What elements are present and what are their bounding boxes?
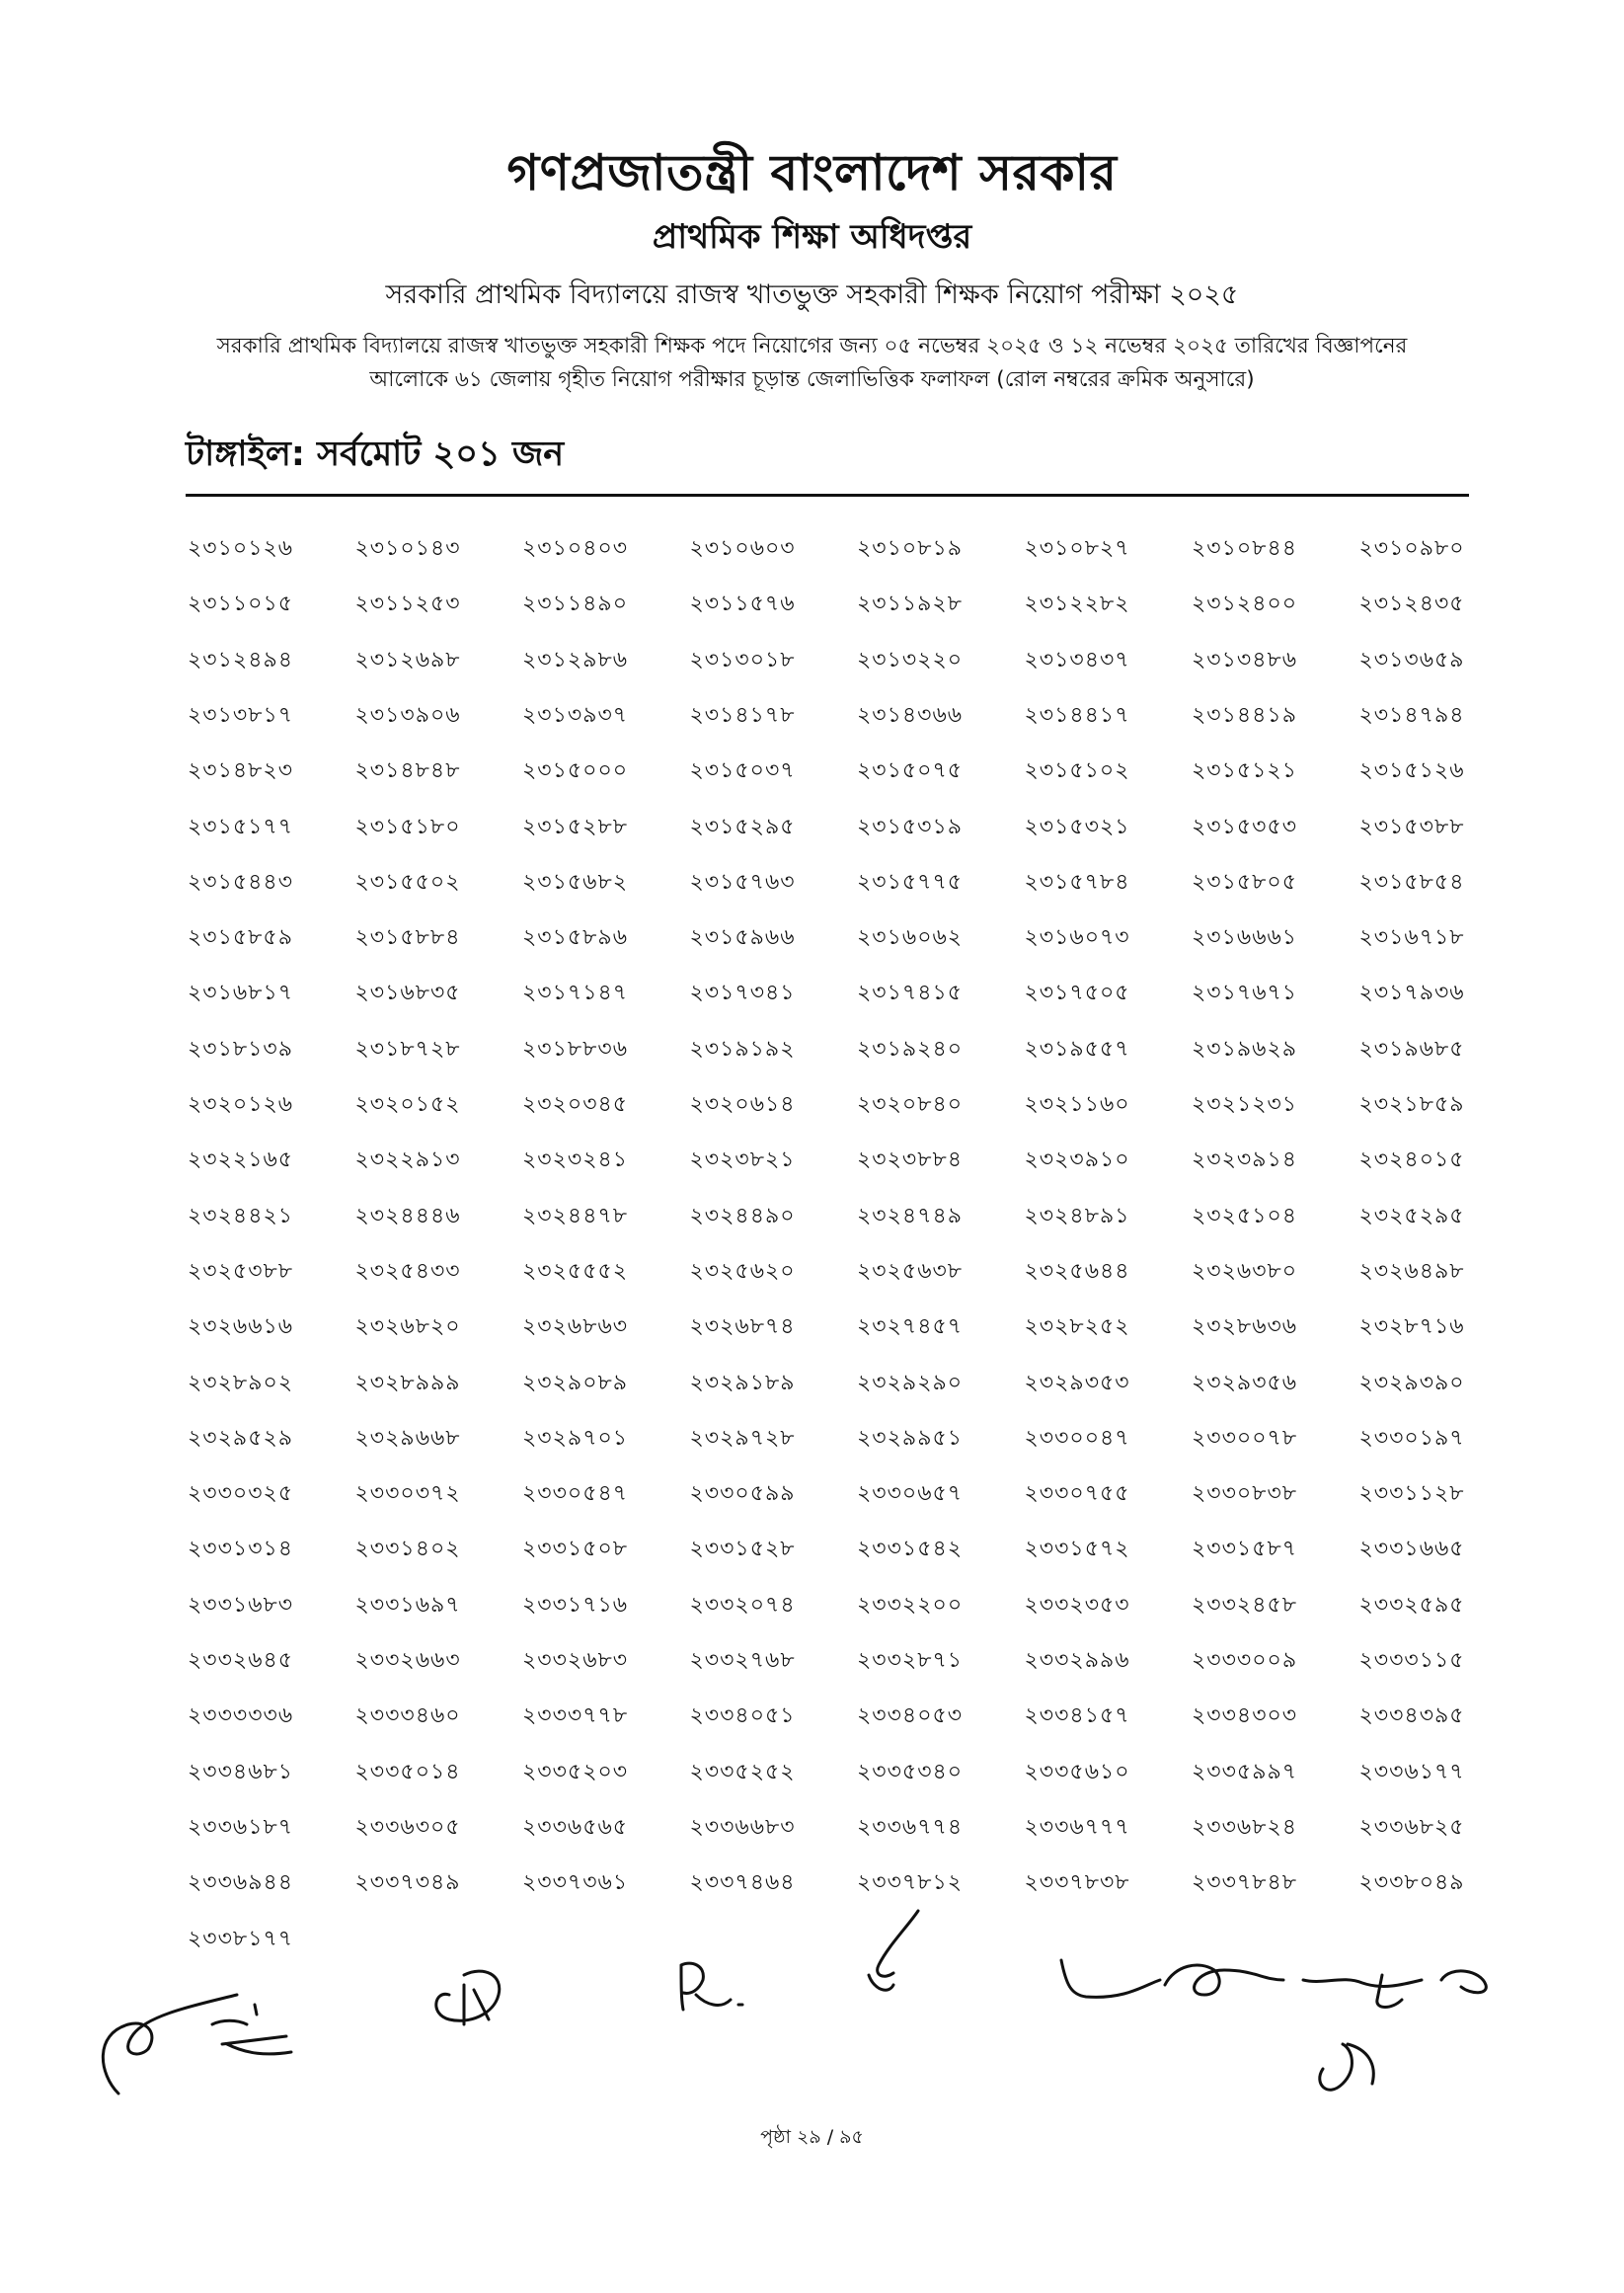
roll-number: ২৩৩১৬৮৩	[188, 1592, 294, 1618]
roll-number: ২৩১০৮১৯	[857, 536, 964, 561]
roll-number: ২৩৩১৪০২	[354, 1537, 461, 1562]
roll-number: ২৩৩২৬৮৩	[522, 1648, 629, 1673]
roll-number: ২৩১৯৫৫৭	[1024, 1036, 1130, 1062]
roll-number: ২৩২৬৪৯৮	[1358, 1258, 1465, 1284]
roll-number: ২৩২৯৯৫১	[857, 1425, 964, 1451]
roll-number: ২৩১৩৯৩৭	[522, 702, 629, 728]
roll-number: ২৩৩২০৭৪	[689, 1592, 796, 1618]
roll-number: ২৩২১২৩১	[1192, 1092, 1298, 1117]
roll-number: ২৩২৪৪২১	[188, 1203, 294, 1228]
roll-number: ২৩১৭৯৩৬	[1358, 981, 1465, 1006]
roll-number: ২৩১৪৩৬৬	[857, 702, 964, 728]
roll-number: ২৩৩৩১১৫	[1358, 1648, 1465, 1673]
roll-number: ২৩২০১৫২	[354, 1092, 461, 1117]
roll-number: ২৩১৫৮০৫	[1192, 869, 1298, 895]
roll-number: ২৩৩৫০১৪	[354, 1759, 461, 1784]
roll-number: ২৩৩৩৩৩৬	[188, 1703, 294, 1729]
signature-5b	[1303, 1971, 1486, 2008]
roll-number: ২৩৩০৭৫৫	[1024, 1481, 1130, 1507]
roll-number: ২৩১৪৪১৭	[1024, 702, 1130, 728]
roll-number: ২৩২৮২৫২	[1024, 1314, 1130, 1340]
description-line-1: সরকারি প্রাথমিক বিদ্যালয়ে রাজস্ব খাতভুক্ত সহকারী শিক্ষক পদে নিয়োগের জন্য ০৫ নভেম্বর ২০২৫ ও ১২ নভেম্বর ২০২৫ তারিখের বিজ্ঞাপনের	[216, 334, 1408, 358]
roll-number: ২৩১০৮২৭	[1024, 536, 1130, 561]
roll-number: ২৩৩৮১৭৭	[188, 1926, 294, 1951]
signature-5c	[1320, 2044, 1374, 2090]
roll-number: ২৩২৩৯১৪	[1192, 1147, 1298, 1173]
roll-number: ২৩২৯৩৯০	[1358, 1370, 1465, 1395]
signature-2	[436, 1971, 500, 2024]
roll-number: ২৩৩০৬৫৭	[857, 1481, 964, 1507]
roll-number: ২৩১৪৮৪৮	[354, 758, 461, 784]
district-heading: টাঙ্গাইল: সর্বমোট ২০১ জন	[186, 435, 565, 474]
roll-number: ২৩১১২৫৩	[354, 592, 461, 617]
roll-number: ২৩১৭৬৭১	[1192, 981, 1298, 1006]
roll-number: ২৩৩৭৮৩৮	[1024, 1870, 1130, 1896]
roll-number: ২৩১৩৯০৬	[354, 702, 461, 728]
roll-number: ২৩২৯১৮৯	[689, 1370, 796, 1395]
roll-number: ২৩২৯৭০১	[522, 1425, 629, 1451]
roll-number: ২৩৩১৫৭২	[1024, 1537, 1130, 1562]
description-line-2: আলোকে ৬১ জেলায় গৃহীত নিয়োগ পরীক্ষার চূড়ান্ত জেলাভিত্তিক ফলাফল (রোল নম্বরের ক্রমিক অনুসারে)	[369, 367, 1255, 392]
roll-number: ২৩২৮৬৩৬	[1192, 1314, 1298, 1340]
roll-number: ২৩৩৬১৮৭	[188, 1814, 294, 1840]
roll-number: ২৩৩১৫০৮	[522, 1537, 629, 1562]
roll-number: ২৩১২৪৩৫	[1358, 592, 1465, 617]
roll-number: ২৩১৯১৯২	[689, 1036, 796, 1062]
roll-number: ২৩১৫১২৬	[1358, 758, 1465, 784]
roll-number: ২৩২০৬১৪	[689, 1092, 796, 1117]
roll-number: ২৩৩২৫৯৫	[1358, 1592, 1465, 1618]
roll-number: ২৩১৫৮৯৬	[522, 925, 629, 951]
roll-number: ২৩২৬৬১৬	[188, 1314, 294, 1340]
roll-number: ২৩২৪৮৯১	[1024, 1203, 1130, 1228]
roll-number: ২৩৩৪৩৯৫	[1358, 1703, 1465, 1729]
roll-number: ২৩৩৬১৭৭	[1358, 1759, 1465, 1784]
roll-number: ২৩১১৯২৮	[857, 592, 964, 617]
roll-number: ২৩৩২৭৬৮	[689, 1648, 796, 1673]
roll-number: ২৩৩১৩১৪	[188, 1537, 294, 1562]
roll-number: ২৩৩৫৯৯৭	[1192, 1759, 1298, 1784]
roll-number: ২৩১২২৮২	[1024, 592, 1130, 617]
roll-number: ২৩১৬০৭৩	[1024, 925, 1130, 951]
roll-number: ২৩২৫৩৮৮	[188, 1258, 294, 1284]
roll-number: ২৩৩০০৭৮	[1192, 1425, 1298, 1451]
roll-number: ২৩১৩৮১৭	[188, 702, 294, 728]
roll-number: ২৩১৭৩৪১	[689, 981, 796, 1006]
signature-4	[869, 1911, 918, 1990]
roll-number: ২৩৩৭৩৬১	[522, 1870, 629, 1896]
roll-number: ২৩১০৬০৩	[689, 536, 796, 561]
roll-number: ২৩১৫৮৫৯	[188, 925, 293, 951]
roll-number: ২৩২০১২৬	[188, 1092, 294, 1117]
roll-number: ২৩৩১১২৮	[1358, 1481, 1465, 1507]
roll-number: ২৩১৫৬৮২	[522, 869, 629, 895]
roll-number: ২৩৩৬৮২৫	[1358, 1814, 1465, 1840]
roll-number: ২৩৩৬৭৭৪	[857, 1814, 964, 1840]
roll-number: ২৩২০৮৪০	[857, 1092, 964, 1117]
roll-number: ২৩২৯৭২৮	[689, 1425, 796, 1451]
roll-number: ২৩৩৫৬১০	[1024, 1759, 1130, 1784]
roll-number: ২৩২১১৬০	[1024, 1092, 1130, 1117]
roll-number: ২৩২১৮৫৯	[1358, 1092, 1465, 1117]
roll-number: ২৩৩৪৬৮১	[188, 1759, 294, 1784]
roll-number: ২৩২৫১০৪	[1192, 1203, 1298, 1228]
roll-number: ২৩১৫৭৬৩	[689, 869, 796, 895]
roll-number: ২৩৩৭৩৪৯	[354, 1870, 461, 1896]
roll-number: ২৩১৭৫০৫	[1024, 981, 1130, 1006]
roll-number: ২৩২৪৪৯০	[689, 1203, 796, 1228]
roll-number: ২৩১৫২৯৫	[689, 814, 796, 839]
roll-number: ২৩১৫৩৮৮	[1358, 814, 1465, 839]
roll-number: ২৩১৫০৩৭	[689, 758, 796, 784]
roll-number: ২৩২৫৫৫২	[522, 1258, 629, 1284]
roll-number: ২৩৩৪০৫১	[689, 1703, 796, 1729]
roll-number: ২৩২৯২৯০	[857, 1370, 964, 1395]
roll-number: ২৩১৫৭৮৪	[1024, 869, 1130, 895]
roll-number: ২৩১২৬৯৮	[354, 647, 461, 672]
roll-number: ২৩১৫১২১	[1192, 758, 1298, 784]
roll-number: ২৩১৪৪১৯	[1192, 702, 1297, 728]
roll-number: ২৩১৩৬৫৯	[1358, 647, 1465, 672]
roll-number: ২৩১৬৬৬১	[1192, 925, 1298, 951]
roll-number: ২৩২৯৬৬৮	[354, 1425, 461, 1451]
roll-number: ২৩৩৩৭৭৮	[522, 1703, 629, 1729]
roll-number: ২৩১৮৮৩৬	[522, 1036, 629, 1062]
roll-number: ২৩১০১২৬	[188, 536, 294, 561]
roll-number: ২৩৩২৮৭১	[857, 1648, 964, 1673]
roll-number: ২৩১২৪৯৪	[188, 647, 294, 672]
roll-number: ২৩১৩২২০	[857, 647, 964, 672]
roll-number: ২৩৩০১৯৭	[1358, 1425, 1465, 1451]
exam-title: সরকারি প্রাথমিক বিদ্যালয়ে রাজস্ব খাতভুক্ত সহকারী শিক্ষক নিয়োগ পরীক্ষা ২০২৫	[385, 279, 1239, 310]
roll-number: ২৩৩৬৫৬৫	[522, 1814, 629, 1840]
roll-number: ২৩১৬৭১৮	[1358, 925, 1465, 951]
roll-number: ২৩১০৯৮০	[1358, 536, 1465, 561]
roll-number: ২৩১০৮৪৪	[1192, 536, 1298, 561]
roll-number: ২৩৩৬৬৮৩	[689, 1814, 796, 1840]
roll-number: ২৩২৯৩৫৩	[1024, 1370, 1130, 1395]
roll-number: ২৩৩১৫৪২	[857, 1537, 964, 1562]
roll-number: ২৩১২৪০০	[1192, 592, 1298, 617]
roll-number: ২৩২৫৬২০	[689, 1258, 796, 1284]
roll-number: ২৩৩৩০০৯	[1192, 1648, 1298, 1673]
roll-number: ২৩৩০০৪৭	[1024, 1425, 1130, 1451]
signature-3	[681, 1963, 742, 2010]
roll-number: ২৩১৮১৩৯	[188, 1036, 294, 1062]
roll-number: ২৩২৩৮৮৪	[857, 1147, 964, 1173]
roll-number: ২৩৩১৬৬৫	[1358, 1537, 1465, 1562]
roll-number: ২৩২৬৮৭৪	[689, 1314, 796, 1340]
roll-number: ২৩২৩৮২১	[689, 1147, 796, 1173]
roll-number: ২৩১০১৪৩	[354, 536, 461, 561]
roll-number: ২৩৩০৩২৫	[188, 1481, 294, 1507]
government-title: গণপ্রজাতন্ত্রী বাংলাদেশ সরকার	[506, 144, 1118, 201]
roll-number: ২৩১৫১৮০	[354, 814, 461, 839]
roll-number: ২৩২৪৪৪৬	[354, 1203, 461, 1228]
roll-number: ২৩১৮৭২৮	[354, 1036, 461, 1062]
roll-number: ২৩২৪৪৭৮	[522, 1203, 629, 1228]
roll-number: ২৩৩০৩৭২	[354, 1481, 461, 1507]
page-number: পৃষ্ঠা ২৯ / ৯৫	[760, 2126, 864, 2148]
roll-number: ২৩২৪৭৪৯	[857, 1203, 964, 1228]
roll-number: ২৩৩৬৯৪৪	[188, 1870, 294, 1896]
roll-number: ২৩১৪১৭৮	[689, 702, 796, 728]
directorate-title: প্রাথমিক শিক্ষা অধিদপ্তর	[652, 217, 972, 257]
roll-number: ২৩৩১৭১৬	[522, 1592, 629, 1618]
roll-number: ২৩৩৪১৫৭	[1024, 1703, 1130, 1729]
roll-number: ২৩৩২৬৪৫	[188, 1648, 294, 1673]
roll-number: ২৩১৫৩২১	[1024, 814, 1130, 839]
roll-number: ২৩১৯৬২৯	[1192, 1036, 1298, 1062]
roll-number: ২৩২৫৬৪৪	[1024, 1258, 1130, 1284]
roll-number: ২৩১৯২৪০	[857, 1036, 964, 1062]
roll-number: ২৩২৫৬৩৮	[857, 1258, 964, 1284]
roll-number: ২৩৩৫২৫২	[689, 1759, 796, 1784]
roll-number: ২৩২৪০১৫	[1358, 1147, 1465, 1173]
roll-number: ২৩৩০৮৩৮	[1192, 1481, 1298, 1507]
roll-number: ২৩৩২৪৫৮	[1192, 1592, 1298, 1618]
signature-1b	[212, 2005, 291, 2054]
roll-number: ২৩১৫৫০২	[354, 869, 461, 895]
roll-number: ২৩২৬৮৬৩	[522, 1314, 629, 1340]
roll-number: ২৩৩৪৩০৩	[1192, 1703, 1298, 1729]
roll-number: ২৩২৭৪৫৭	[857, 1314, 964, 1340]
roll-number: ২৩৩৩৪৬০	[354, 1703, 461, 1729]
roll-number: ২৩৩৬৭৭৭	[1024, 1814, 1130, 1840]
roll-number: ২৩১৫৮৮৪	[354, 925, 461, 951]
roll-number: ২৩২৯৫২৯	[188, 1425, 294, 1451]
roll-number: ২৩৩৬৮২৪	[1192, 1814, 1298, 1840]
roll-number: ২৩১৩৪৮৬	[1192, 647, 1298, 672]
roll-number: ২৩৩২৯৯৬	[1024, 1648, 1130, 1673]
roll-number: ২৩৩৫৩৪০	[857, 1759, 964, 1784]
roll-number: ২৩৩৪০৫৩	[857, 1703, 964, 1729]
roll-number: ২৩৩৬৩০৫	[354, 1814, 461, 1840]
roll-number: ২৩৩৭৮১২	[857, 1870, 964, 1896]
roll-number: ২৩১৬০৬২	[857, 925, 964, 951]
roll-number: ২৩১৬৮১৭	[188, 981, 294, 1006]
roll-number: ২৩১৬৮৩৫	[354, 981, 461, 1006]
roll-number: ২৩৩০৫৪৭	[522, 1481, 629, 1507]
roll-number: ২৩৩২৬৬৩	[354, 1648, 461, 1673]
roll-number: ২৩১৯৬৮৫	[1358, 1036, 1465, 1062]
roll-number: ২৩২৫৪৩৩	[354, 1258, 461, 1284]
roll-number: ২৩২২৯১৩	[354, 1147, 461, 1173]
roll-number: ২৩২২১৬৫	[188, 1147, 294, 1173]
roll-number: ২৩২৫২৯৫	[1358, 1203, 1465, 1228]
signature-5	[1061, 1960, 1283, 1997]
roll-number: ২৩৩৭৮৪৮	[1192, 1870, 1298, 1896]
roll-number: ২৩১৫৭৭৫	[857, 869, 964, 895]
roll-number: ২৩৩২২০০	[857, 1592, 964, 1618]
roll-number: ২৩২৮৭১৬	[1358, 1314, 1465, 1340]
roll-number: ২৩৩১৬৯৭	[354, 1592, 461, 1618]
roll-number: ২৩২০৩৪৫	[522, 1092, 629, 1117]
roll-number: ২৩৩৭৪৬৪	[689, 1870, 796, 1896]
roll-number: ২৩১১০১৫	[188, 592, 294, 617]
roll-number: ২৩১৫২৮৮	[522, 814, 629, 839]
roll-number: ২৩২৮৯৯৯	[354, 1370, 461, 1395]
roll-number: ২৩১৫৮৫৪	[1358, 869, 1465, 895]
roll-number: ২৩১৫১৭৭	[188, 814, 294, 839]
roll-number: ২৩২৯৩৫৬	[1192, 1370, 1298, 1395]
roll-number: ২৩১৫৩৫৩	[1192, 814, 1298, 839]
roll-number: ২৩১৫০৭৫	[857, 758, 964, 784]
roll-number: ২৩৩০৫৯৯	[689, 1481, 796, 1507]
roll-number: ২৩১১৪৯০	[522, 592, 629, 617]
roll-number: ২৩২৯০৮৯	[522, 1370, 629, 1395]
roll-number: ২৩১০৪০৩	[522, 536, 629, 561]
roll-number: ২৩১৫৯৬৬	[689, 925, 796, 951]
roll-number: ২৩২৩৯১০	[1024, 1147, 1130, 1173]
roll-number: ২৩১৭৪১৫	[857, 981, 964, 1006]
roll-number: ২৩৩২৩৫৩	[1024, 1592, 1130, 1618]
roll-number: ২৩১৩০১৮	[689, 647, 796, 672]
roll-number: ২৩১৫১০২	[1024, 758, 1130, 784]
roll-number: ২৩২৬৩৮০	[1192, 1258, 1298, 1284]
roll-number: ২৩১৫০০০	[522, 758, 629, 784]
roll-number: ২৩১১৫৭৬	[689, 592, 796, 617]
roll-number: ২৩১৪৭৯৪	[1358, 702, 1465, 728]
roll-number: ২৩৩১৫২৮	[689, 1537, 796, 1562]
roll-number: ২৩১৩৪৩৭	[1024, 647, 1130, 672]
roll-number: ২৩৩৮০৪৯	[1358, 1870, 1465, 1896]
roll-number: ২৩১৫৪৪৩	[188, 869, 294, 895]
signature-1	[103, 1995, 237, 2094]
roll-number: ২৩২৮৯০২	[188, 1370, 294, 1395]
roll-number: ২৩১৪৮২৩	[188, 758, 294, 784]
roll-number: ২৩১২৯৮৬	[522, 647, 629, 672]
roll-number: ২৩১৭১৪৭	[522, 981, 629, 1006]
roll-number: ২৩২৩২৪১	[522, 1147, 629, 1173]
roll-number: ২৩২৬৮২০	[354, 1314, 461, 1340]
roll-number: ২৩৩১৫৮৭	[1192, 1537, 1298, 1562]
roll-number: ২৩৩৫২০৩	[522, 1759, 629, 1784]
roll-number: ২৩১৫৩১৯	[857, 814, 964, 839]
